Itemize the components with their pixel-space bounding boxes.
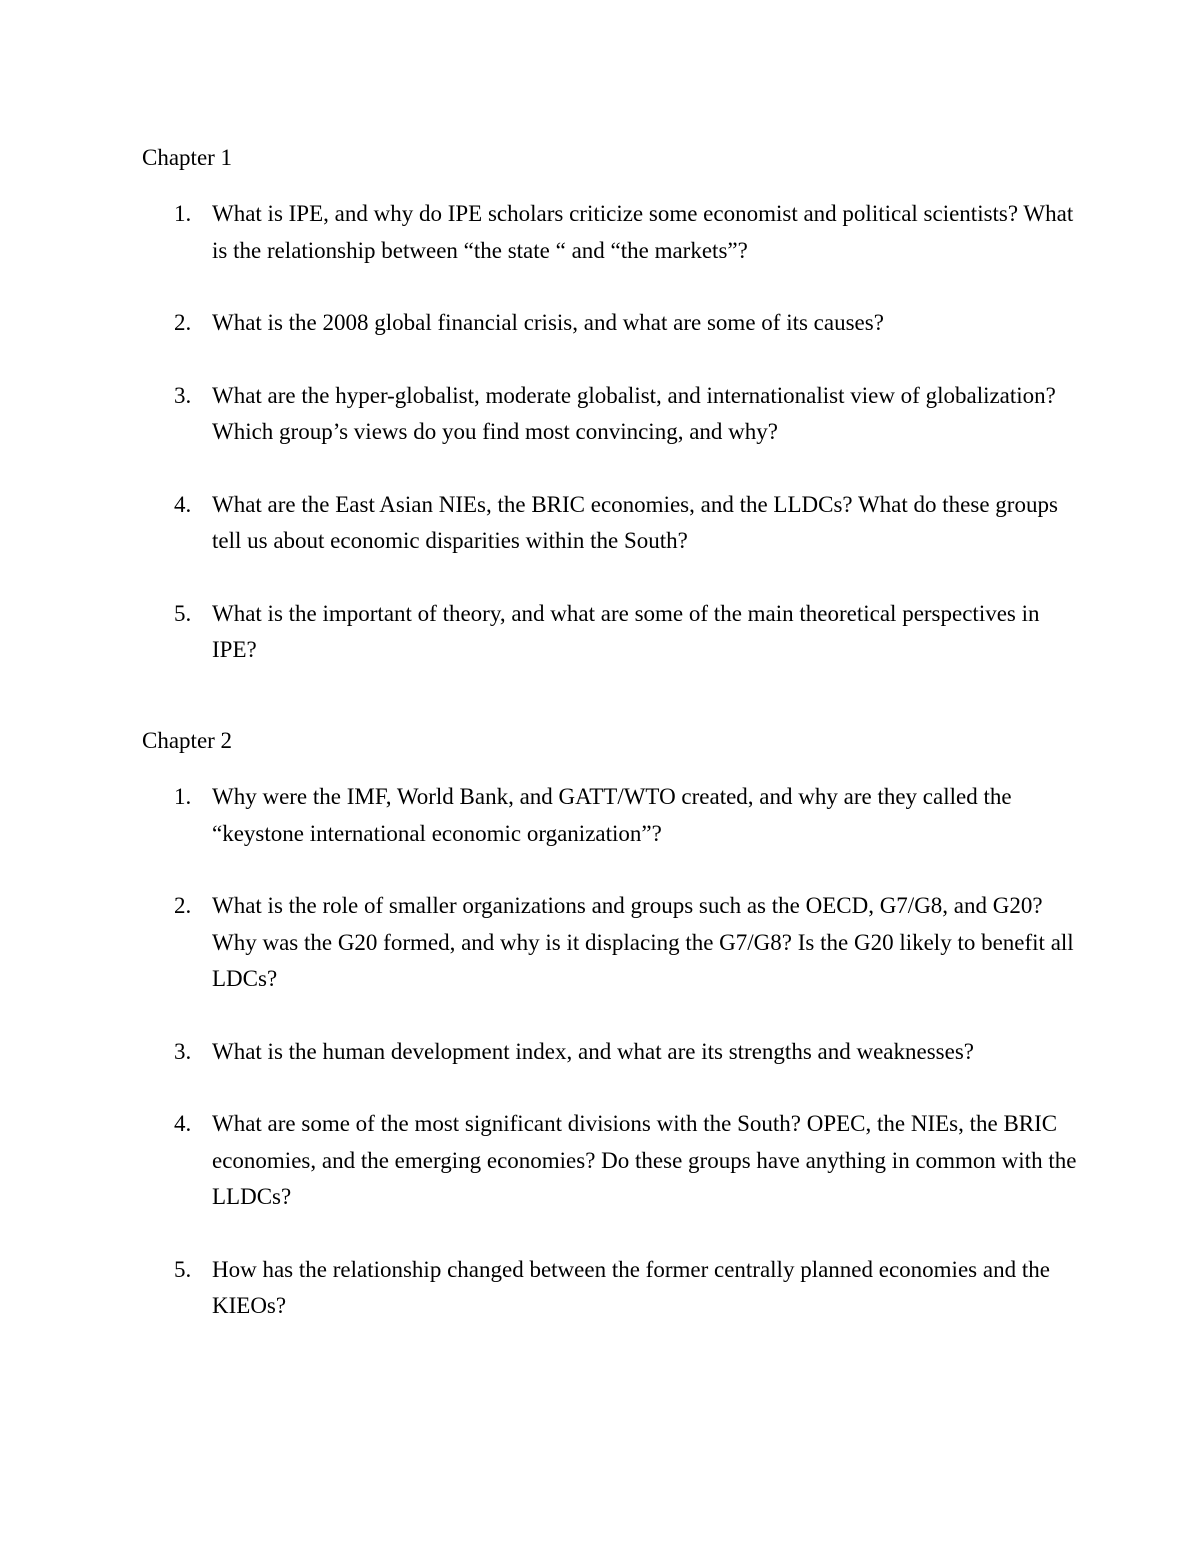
question-text: What are the East Asian NIEs, the BRIC economies, and the LLDCs? What do these groups tell us about economic disparities within the South?: [212, 491, 1058, 553]
question-item: [142, 888, 1082, 998]
question-number: 2.: [174, 310, 192, 335]
question-item: [142, 1252, 1082, 1325]
question-number: 1.: [174, 784, 192, 809]
question-text: What are some of the most significant divisions with the South? OPEC, the NIEs, the BRIC economies, and the emerging economies? Do these groups have anything in common with the LLDCs?: [212, 1111, 1077, 1209]
question-item: [142, 378, 1082, 451]
question-text: What is IPE, and why do IPE scholars criticize some economist and political scientists? What is the relationship between “the state “ and “the markets”?: [212, 201, 1074, 263]
question-text: What is the human development index, and what are its strengths and weaknesses?: [212, 1038, 974, 1064]
question-text: How has the relationship changed between the former centrally planned economies and the KIEOs?: [212, 1256, 1050, 1318]
question-text: Why were the IMF, World Bank, and GATT/WTO created, and why are they called the “keystone international economic organization”?: [212, 784, 1012, 846]
question-text: What is the important of theory, and what are some of the main theoretical perspectives in IPE?: [212, 600, 1040, 662]
chapter-2-section: [142, 723, 1082, 1361]
question-number: 3.: [174, 1038, 192, 1064]
question-number: 2.: [174, 893, 192, 918]
question-list: [142, 196, 1082, 669]
question-text: What is the role of smaller organizations and groups such as the OECD, G7/G8, and G20? Why was the G20 formed, and why is it displacing the G7/G8? Is the G20 likely to benefit all LDCs?: [212, 893, 1074, 991]
question-item: [142, 596, 1082, 669]
question-item: [142, 1106, 1082, 1216]
question-number: 5.: [174, 600, 192, 626]
question-item: [142, 487, 1082, 560]
chapter-1-section: [142, 140, 1082, 705]
question-number: 5.: [174, 1256, 192, 1282]
question-item: [142, 196, 1082, 269]
chapter-heading: Chapter 2: [142, 728, 233, 753]
question-number: 4.: [174, 1111, 192, 1136]
question-text: What is the 2008 global financial crisis, and what are some of its causes?: [212, 310, 884, 335]
chapter-heading: Chapter 1: [142, 145, 233, 170]
question-text: What are the hyper-globalist, moderate globalist, and internationalist view of globalization? Which group’s views do you find most convincing, and why?: [212, 382, 1056, 444]
question-number: 3.: [174, 382, 192, 408]
question-number: 1.: [174, 201, 192, 226]
question-list: [142, 779, 1082, 1325]
question-number: 4.: [174, 491, 192, 517]
question-item: [142, 779, 1082, 852]
question-item: [142, 1034, 1082, 1071]
question-item: [142, 305, 1082, 342]
